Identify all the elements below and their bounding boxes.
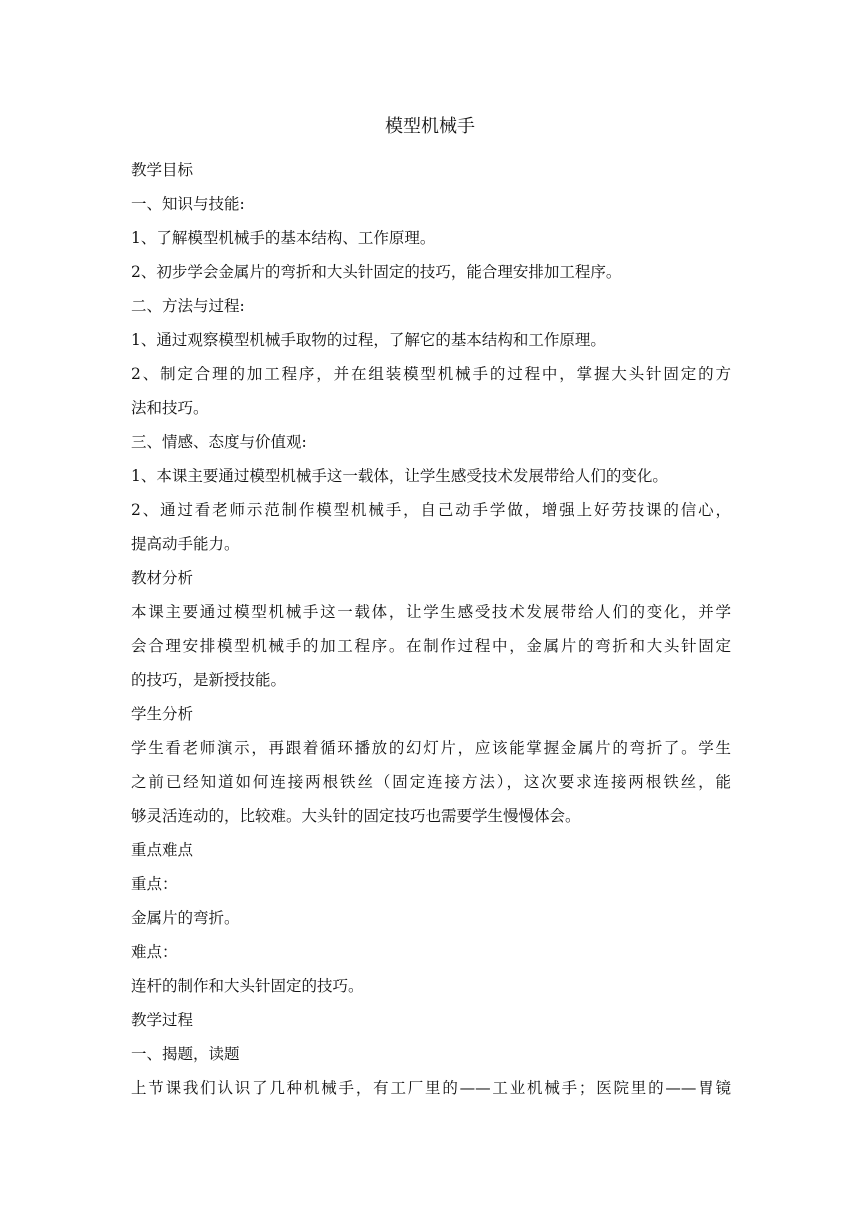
process-step-1-text: 上节课我们认识了几种机械手，有工厂里的——工业机械手；医院里的——胃镜	[131, 1079, 731, 1097]
item-emotion-2-line-2: 提高动手能力。	[131, 535, 240, 553]
section-knowledge-skills: 一、知识与技能:	[131, 195, 245, 213]
item-method-2-line-2: 法和技巧。	[131, 399, 209, 417]
heading-student-analysis: 学生分析	[131, 705, 194, 723]
document-body	[131, 153, 731, 1105]
process-step-1: 一、揭题，读题	[131, 1045, 240, 1063]
item-method-1: 1、通过观察模型机械手取物的过程，了解它的基本结构和工作原理。	[131, 331, 606, 349]
item-method-2-line-1: 2、制定合理的加工程序，并在组装模型机械手的过程中，掌握大头针固定的方	[131, 365, 731, 383]
item-emotion-2-line-1: 2、通过看老师示范制作模型机械手，自己动手学做，增强上好劳技课的信心，	[131, 501, 731, 519]
heading-teaching-objectives: 教学目标	[131, 161, 194, 179]
key-point-label: 重点：	[131, 875, 178, 893]
heading-teaching-process: 教学过程	[131, 1011, 194, 1029]
material-analysis-line-3: 的技巧，是新授技能。	[131, 671, 287, 689]
item-knowledge-1: 1、了解模型机械手的基本结构、工作原理。	[131, 229, 436, 247]
student-analysis-line-2: 之前已经知道如何连接两根铁丝（固定连接方法），这次要求连接两根铁丝，能	[131, 773, 731, 791]
difficult-point-label: 难点：	[131, 943, 178, 961]
heading-material-analysis: 教材分析	[131, 569, 194, 587]
section-method-process: 二、方法与过程:	[131, 297, 245, 315]
student-analysis-line-3: 够灵活连动的，比较难。大头针的固定技巧也需要学生慢慢体会。	[131, 807, 581, 825]
material-analysis-line-1: 本课主要通过模型机械手这一载体，让学生感受技术发展带给人们的变化，并学	[131, 603, 731, 621]
key-point-text: 金属片的弯折。	[131, 909, 240, 927]
document-title: 模型机械手	[385, 116, 475, 137]
difficult-point-text: 连杆的制作和大头针固定的技巧。	[131, 977, 364, 995]
item-emotion-1: 1、本课主要通过模型机械手这一载体，让学生感受技术发展带给人们的变化。	[131, 467, 668, 485]
section-emotion-values: 三、情感、态度与价值观:	[131, 433, 307, 451]
item-knowledge-2: 2、初步学会金属片的弯折和大头针固定的技巧，能合理安排加工程序。	[131, 263, 622, 281]
material-analysis-line-2: 会合理安排模型机械手的加工程序。在制作过程中，金属片的弯折和大头针固定	[131, 637, 731, 655]
heading-key-difficult-points: 重点难点	[131, 841, 194, 859]
student-analysis-line-1: 学生看老师演示，再跟着循环播放的幻灯片，应该能掌握金属片的弯折了。学生	[131, 739, 731, 757]
